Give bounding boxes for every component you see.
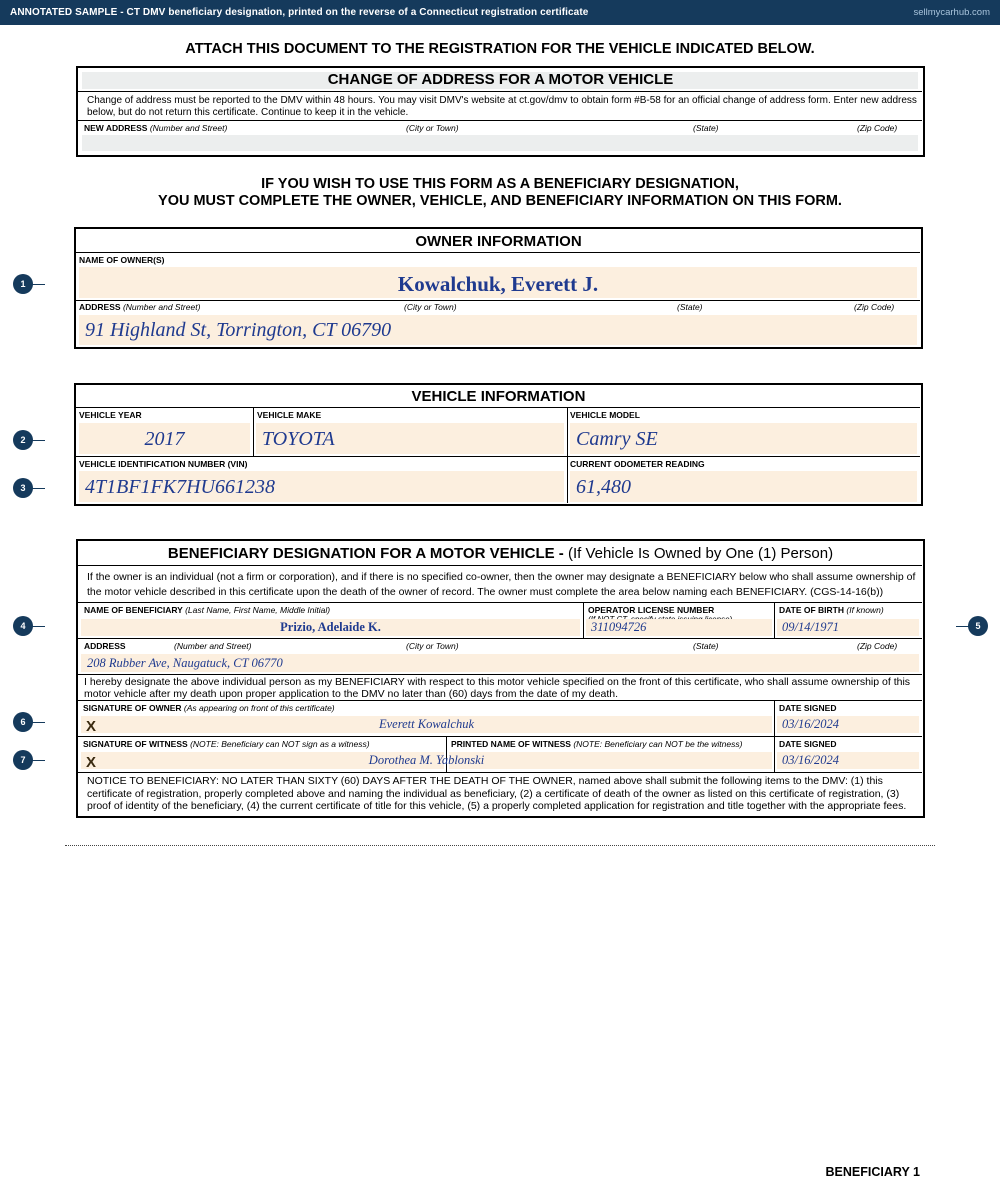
state-hint: (State)	[693, 123, 719, 133]
annotation-marker-7: 7	[13, 750, 33, 770]
beneficiary-address-value: 208 Rubber Ave, Naugatuck, CT 06770	[87, 656, 283, 670]
witness-date-signed-label: DATE SIGNED	[779, 739, 837, 749]
beneficiary-heading-2: YOU MUST COMPLETE THE OWNER, VEHICLE, AND BENEFICIARY INFORMATION ON THIS FORM.	[158, 193, 842, 209]
vehicle-make-value: TOYOTA	[262, 428, 335, 450]
annotation-marker-3: 3	[13, 478, 33, 498]
owner-date-value: 03/16/2024	[782, 717, 839, 731]
annotation-marker-1: 1	[13, 274, 33, 294]
footer-label: BENEFICIARY 1	[825, 1165, 920, 1179]
owner-address-label: ADDRESS (Number and Street)	[79, 302, 201, 312]
zip-hint: (Zip Code)	[857, 123, 898, 133]
annotation-marker-6: 6	[13, 712, 33, 732]
owner-information-section	[74, 227, 923, 349]
beneficiary-section-title: BENEFICIARY DESIGNATION FOR A MOTOR VEHICLE - (If Vehicle Is Owned by One (1) Person)	[167, 545, 834, 562]
change-of-address-section	[76, 66, 925, 157]
owner-address-value: 91 Highland St, Torrington, CT 06790	[85, 319, 392, 341]
beneficiary-street-hint: (Number and Street)	[174, 641, 252, 651]
banner-site: sellmycarhub.com	[913, 7, 990, 18]
owner-name-label: NAME OF OWNER(S)	[79, 255, 165, 265]
vehicle-model-label: VEHICLE MODEL	[570, 410, 640, 420]
city-hint: (City or Town)	[406, 123, 459, 133]
owner-zip-hint: (Zip Code)	[854, 302, 895, 312]
designation-text: I hereby designate the above individual person as my BENEFICIARY with respect to this motor vehicle specified on the front of this certificate, who shall assume ownership of this motor vehicle after my death upon proper application to the DMV no later than (60) days from the date of my death.	[84, 676, 911, 700]
witness-name-value: Dorothea M. Yablonski	[368, 753, 485, 767]
vehicle-section-title: VEHICLE INFORMATION	[411, 388, 586, 405]
owner-section-title: OWNER INFORMATION	[415, 233, 582, 250]
owner-date-signed-label: DATE SIGNED	[779, 703, 837, 713]
new-address-field[interactable]	[82, 135, 918, 151]
beneficiary-address-label: ADDRESS	[84, 641, 126, 651]
beneficiary-state-hint: (State)	[693, 641, 719, 651]
annotation-marker-2: 2	[13, 430, 33, 450]
cut-line-divider	[65, 845, 935, 846]
owner-city-hint: (City or Town)	[404, 302, 457, 312]
owner-state-hint: (State)	[677, 302, 703, 312]
beneficiary-name-label: NAME OF BENEFICIARY (Last Name, First Name, Middle Initial)	[84, 605, 331, 615]
annotation-marker-5: 5	[968, 616, 988, 636]
vehicle-model-value: Camry SE	[576, 428, 658, 450]
vehicle-information-section	[74, 383, 923, 506]
owner-signature-x: X	[86, 718, 97, 735]
witness-signature-label: SIGNATURE OF WITNESS (NOTE: Beneficiary can NOT sign as a witness)	[83, 739, 370, 749]
beneficiary-name-value: Prizio, Adelaide K.	[280, 620, 381, 634]
attach-heading: ATTACH THIS DOCUMENT TO THE REGISTRATION FOR THE VEHICLE INDICATED BELOW.	[185, 41, 815, 57]
top-banner	[0, 0, 1000, 25]
odometer-label: CURRENT ODOMETER READING	[570, 459, 705, 469]
change-of-address-title: CHANGE OF ADDRESS FOR A MOTOR VEHICLE	[327, 71, 674, 88]
vehicle-make-label: VEHICLE MAKE	[257, 410, 322, 420]
license-number-value: 311094726	[591, 620, 647, 634]
license-number-label: OPERATOR LICENSE NUMBER	[588, 605, 715, 615]
vin-label: VEHICLE IDENTIFICATION NUMBER (VIN)	[79, 459, 248, 469]
witness-signature-x: X	[86, 754, 97, 771]
beneficiary-designation-section	[76, 539, 925, 818]
dob-label: DATE OF BIRTH (If known)	[779, 605, 884, 615]
banner-title: ANNOTATED SAMPLE - CT DMV beneficiary designation, printed on the reverse of a Connecticut registration certificate	[10, 7, 589, 18]
beneficiary-city-hint: (City or Town)	[406, 641, 459, 651]
vehicle-year-value: 2017	[144, 428, 185, 450]
owner-name-value: Kowalchuk, Everett J.	[397, 272, 599, 296]
notice-to-beneficiary: NOTICE TO BENEFICIARY: NO LATER THAN SIXTY (60) DAYS AFTER THE DEATH OF THE OWNER, named above shall submit the following items to the DMV: (1) this certificate of registration, properly completed above and naming the individual as beneficiary, (2) a certificate of death of the owner as listed on this certificate of registration, (3) proof of identity of the beneficiary, (4) the current certificate of title for this vehicle, (5) a properly completed application for registration and title together with the appropriate fees.	[87, 775, 907, 812]
witness-date-value: 03/16/2024	[782, 753, 839, 767]
change-of-address-text: Change of address must be reported to the DMV within 48 hours. You may visit DMV's website at ct.gov/dmv to obtain form #B-58 for an official change of address form. Enter new address below, but do not return this certificate. Continue to keep it in the vehicle.	[87, 95, 917, 118]
printed-witness-label: PRINTED NAME OF WITNESS (NOTE: Beneficiary can NOT be the witness)	[451, 739, 743, 749]
beneficiary-zip-hint: (Zip Code)	[857, 641, 898, 651]
beneficiary-heading-1: IF YOU WISH TO USE THIS FORM AS A BENEFICIARY DESIGNATION,	[261, 176, 739, 192]
dob-value: 09/14/1971	[782, 620, 839, 634]
owner-signature-label: SIGNATURE OF OWNER (As appearing on front of this certificate)	[83, 703, 335, 713]
beneficiary-intro-text: If the owner is an individual (not a firm or corporation), and if there is no specified co-owner, then the owner may designate a BENEFICIARY below who shall assume ownership of the motor vehicle described in this certificate upon the death of the owner of record. The owner must complete the area below naming each BENEFICIARY. (CGS-14-16(b))	[87, 571, 916, 598]
owner-signature-value: Everett Kowalchuk	[379, 717, 474, 731]
vehicle-year-label: VEHICLE YEAR	[79, 410, 142, 420]
odometer-value: 61,480	[576, 476, 631, 498]
vin-value: 4T1BF1FK7HU661238	[85, 476, 275, 498]
annotation-marker-4: 4	[13, 616, 33, 636]
new-address-label: NEW ADDRESS (Number and Street)	[84, 123, 228, 133]
